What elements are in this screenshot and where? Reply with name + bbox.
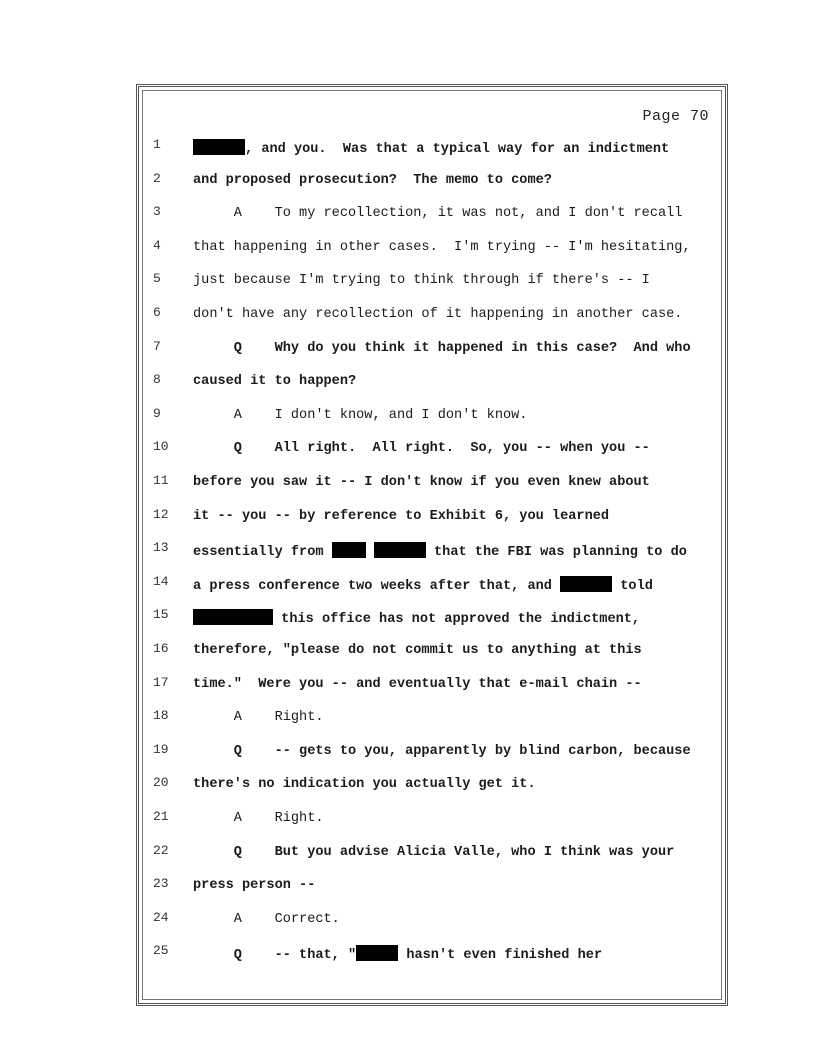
- transcript-line: [193, 811, 717, 826]
- line-text-segment: press person --: [193, 878, 316, 894]
- line-number: 10: [153, 439, 169, 455]
- line-number: 17: [153, 674, 169, 690]
- transcript-line: [193, 576, 717, 594]
- transcript-line: [193, 307, 717, 322]
- line-number: 21: [153, 809, 169, 824]
- line-text-segment: time." Were you -- and eventually that e-mail chain --: [193, 676, 642, 692]
- line-text-segment: that the FBI was planning to do: [425, 545, 687, 561]
- transcript-line: [193, 945, 717, 963]
- transcript-line: [193, 845, 717, 860]
- line-number: 3: [153, 204, 161, 220]
- redaction-block: [356, 945, 398, 961]
- transcript-line: [193, 206, 717, 221]
- line-number: 20: [153, 775, 169, 791]
- line-number: 9: [153, 405, 161, 421]
- transcript-line: [193, 139, 717, 157]
- transcript-line: [193, 240, 717, 255]
- line-text-segment: and proposed prosecution? The memo to come?: [193, 172, 552, 188]
- transcript-line: [193, 677, 717, 692]
- line-number: 11: [153, 473, 169, 488]
- transcript-line: [193, 609, 717, 627]
- line-number: 12: [153, 506, 169, 522]
- transcript-line: [193, 374, 717, 389]
- line-number: 22: [153, 842, 169, 858]
- line-text-segment: Q But you advise Alicia Valle, who I think was your: [193, 844, 675, 860]
- transcript-page-frame: [136, 84, 728, 1006]
- line-text-segment: hasn't even finished her: [398, 948, 603, 964]
- line-number: 16: [153, 641, 169, 656]
- line-number: 2: [153, 170, 161, 186]
- transcript-line: [193, 744, 717, 759]
- line-text-segment: Q Why do you think it happened in this case? And who: [193, 340, 691, 356]
- line-number: 24: [153, 909, 169, 925]
- transcript-line: [193, 173, 717, 188]
- transcript-line: [193, 273, 717, 288]
- redaction-block: [332, 542, 366, 558]
- line-text-segment: this office has not approved the indictment,: [273, 612, 641, 628]
- redaction-block: [560, 576, 612, 592]
- line-text-segment: a press conference two weeks after that, and: [193, 578, 561, 594]
- transcript-line: [193, 710, 717, 725]
- redaction-block: [193, 139, 245, 155]
- line-text-segment: don't have any recollection of it happening in another case.: [193, 307, 683, 322]
- transcript-line: [193, 341, 717, 356]
- line-number: 13: [153, 540, 169, 556]
- line-text-segment: that happening in other cases. I'm trying -- I'm hesitating,: [193, 239, 691, 255]
- transcript-line: [193, 777, 717, 792]
- line-number: 18: [153, 708, 169, 724]
- line-text-segment: there's no indication you actually get it.: [193, 777, 536, 793]
- transcript-line: [193, 475, 717, 490]
- line-text-segment: just because I'm trying to think through if there's -- I: [193, 273, 650, 289]
- line-number: 14: [153, 573, 169, 589]
- transcript-line: [193, 643, 717, 658]
- line-number: 25: [153, 943, 169, 959]
- line-text-segment: A I don't know, and I don't know.: [193, 407, 528, 423]
- transcript-line: [193, 441, 717, 456]
- line-text-segment: Q All right. All right. So, you -- when you --: [193, 441, 650, 457]
- line-text-segment: before you saw it -- I don't know if you even knew about: [193, 475, 650, 490]
- line-number: 23: [153, 876, 169, 892]
- line-text-segment: , and you. Was that a typical way for an indictment: [245, 142, 670, 157]
- line-text-segment: A Right.: [193, 811, 324, 826]
- redaction-block: [374, 542, 426, 558]
- line-text-segment: A To my recollection, it was not, and I don't recall: [193, 206, 683, 222]
- transcript-lines: [139, 87, 725, 1003]
- line-number: 15: [153, 607, 169, 623]
- line-text-segment: Q -- that, ": [193, 948, 357, 964]
- line-text-segment: Q -- gets to you, apparently by blind carbon, because: [193, 743, 691, 759]
- line-text-segment: caused it to happen?: [193, 374, 357, 390]
- line-number: 6: [153, 305, 161, 320]
- line-number: 5: [153, 271, 161, 287]
- transcript-line: [193, 878, 717, 893]
- transcript-line: [193, 912, 717, 927]
- transcript-line: [193, 408, 717, 423]
- line-text-segment: A Correct.: [193, 911, 340, 927]
- page-number: Page 70: [642, 108, 709, 125]
- line-number: 7: [153, 338, 161, 354]
- line-text-segment: [366, 545, 374, 560]
- redaction-block: [193, 609, 273, 625]
- transcript-line: [193, 542, 717, 560]
- line-text-segment: therefore, "please do not commit us to anything at this: [193, 643, 642, 658]
- transcript-line: [193, 509, 717, 524]
- line-text-segment: essentially from: [193, 545, 332, 561]
- line-number: 1: [153, 137, 161, 152]
- line-number: 8: [153, 372, 161, 388]
- line-number: 19: [153, 741, 169, 757]
- line-text-segment: A Right.: [193, 710, 324, 726]
- line-text-segment: told: [612, 578, 653, 594]
- line-number: 4: [153, 237, 161, 253]
- line-text-segment: it -- you -- by reference to Exhibit 6, you learned: [193, 508, 610, 524]
